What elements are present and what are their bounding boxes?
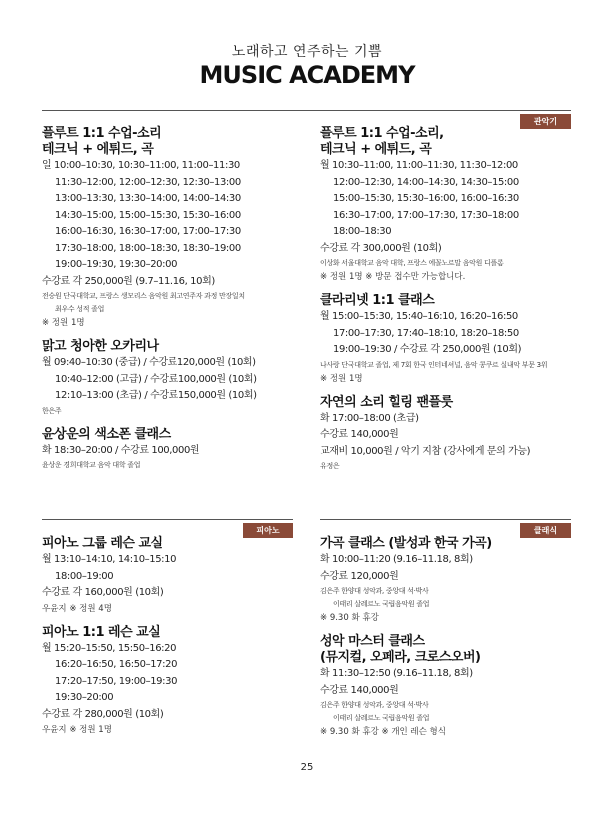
schedule-line: 교재비 10,000원 / 악기 지참 (강사에게 문의 가능): [320, 445, 531, 457]
class-block: [320, 126, 582, 284]
class-note: ※ 정원 1명 ※ 방문 접수만 가능합니다.: [320, 272, 466, 282]
schedule-line: 10:40–12:00 (고급) / 수강료100,000원 (10회): [55, 373, 257, 385]
class-block: [42, 625, 304, 738]
schedule-line: 수강료 120,000원: [320, 570, 399, 582]
class-title: (뮤지컬, 오페라, 크로스오버): [320, 650, 481, 665]
left-top-column: [42, 126, 304, 481]
schedule-line: 월 15:20–15:50, 15:50–16:20: [42, 642, 177, 654]
instructor-info: 김은주 한양대 성악과, 중앙대 석·박사: [320, 587, 429, 595]
instructor-info: 최우수 성적 졸업: [55, 305, 105, 313]
tag-piano: 피아노: [243, 523, 293, 538]
class-note: ※ 9.30 화 휴강: [320, 613, 379, 623]
class-block: [42, 427, 304, 473]
schedule-line: 일 10:00–10:30, 10:30–11:00, 11:00–11:30: [42, 160, 240, 171]
schedule-line: 수강료 각 300,000원 (10회): [320, 242, 442, 254]
class-title: 피아노 그룹 레슨 교실: [42, 536, 163, 551]
top-divider: [42, 110, 571, 111]
schedule-line: 19:30–20:00: [55, 692, 114, 703]
instructor-info: 이상화 서울대학교 음악 대학, 프랑스 에꼴노르말 음악원 디플롬: [320, 259, 504, 267]
schedule-line: 수강료 각 160,000원 (10회): [42, 587, 164, 598]
class-title: 피아노 1:1 레슨 교실: [42, 624, 161, 640]
schedule-line: 월 09:40–10:30 (중급) / 수강료120,000원 (10회): [42, 357, 256, 368]
class-block: [42, 536, 304, 616]
page-number: 25: [300, 762, 314, 773]
class-title: 맑고 청아한 오카리나: [42, 339, 159, 354]
schedule-line: 월 10:30–11:00, 11:00–11:30, 11:30–12:00: [320, 160, 518, 171]
schedule-line: 15:00–15:30, 15:30–16:00, 16:00–16:30: [333, 193, 519, 204]
schedule-line: 17:00–17:30, 17:40–18:10, 18:20–18:50: [333, 327, 519, 339]
schedule-line: 화 10:00–11:20 (9.16–11.18, 8회): [320, 554, 473, 565]
class-note: 우윤지 ※ 정원 4명: [42, 603, 112, 614]
schedule-line: 18:00–19:00: [55, 570, 114, 582]
instructor-info: 이태리 살레르노 국립음악원 졸업: [333, 714, 430, 722]
schedule-line: 월 13:10–14:10, 14:10–15:10: [42, 554, 177, 565]
left-bottom-column: [42, 536, 304, 746]
schedule-line: 17:20–17:50, 19:00–19:30: [55, 675, 178, 687]
instructor-info: 윤상운 경희대학교 음악 대학 졸업: [42, 461, 141, 469]
tag-vocal: 클래식: [520, 523, 571, 538]
class-block: [320, 536, 582, 625]
class-title: 플루트 1:1 수업-소리: [42, 126, 162, 141]
class-block: [320, 293, 582, 386]
schedule-line: 16:20–16:50, 16:50–17:20: [55, 659, 178, 670]
schedule-line: 수강료 140,000원: [320, 684, 399, 696]
class-block: [320, 395, 582, 474]
schedule-line: 12:00–12:30, 14:00–14:30, 14:30–15:00: [333, 176, 519, 188]
schedule-line: 화 11:30–12:50 (9.16–11.18, 8회): [320, 668, 473, 679]
instructor-info: 전승원 단국대학교, 프랑스 생모리스 음악원 최고연주자 과정 만장일치: [42, 292, 245, 300]
schedule-line: 월 15:00–15:30, 15:40–16:10, 16:20–16:50: [320, 311, 518, 322]
class-note: ※ 정원 1명: [42, 318, 85, 328]
schedule-line: 19:00–19:30 / 수강료 각 250,000원 (10회): [333, 344, 522, 355]
schedule-line: 16:30–17:00, 17:00–17:30, 17:30–18:00: [333, 209, 519, 221]
class-note: ※ 9.30 화 휴강 ※ 개인 레슨 형식: [320, 727, 446, 737]
class-block: [42, 126, 304, 330]
schedule-line: 수강료 각 280,000원 (10회): [42, 708, 164, 720]
tag-instrument: 관악기: [520, 114, 571, 129]
class-title: 자연의 소리 힐링 팬플룻: [320, 394, 453, 410]
instructor-info: 유정은: [320, 462, 340, 470]
instructor-info: 김은주 한양대 성악과, 중앙대 석·박사: [320, 701, 429, 709]
schedule-line: 수강료 각 250,000원 (9.7–11.16, 10회): [42, 275, 215, 287]
class-block: [320, 634, 582, 739]
schedule-line: 11:30–12:00, 12:00–12:30, 12:30–13:00: [55, 176, 241, 188]
schedule-line: 16:00–16:30, 16:30–17:00, 17:00–17:30: [55, 226, 241, 237]
class-title: 성악 마스터 클래스: [320, 634, 425, 649]
instructor-info: 나사랑 단국대학교 졸업, 제 7회 한국 인터네셔널, 음악 콩쿠르 실내악 부문 3위: [320, 360, 548, 369]
schedule-line: 17:30–18:00, 18:00–18:30, 18:30–19:00: [55, 242, 241, 254]
schedule-line: 14:30–15:00, 15:00–15:30, 15:30–16:00: [55, 209, 241, 221]
instructor-info: 이태리 살레르노 국립음악원 졸업: [333, 600, 430, 608]
piano-divider: [42, 519, 293, 520]
vocal-divider: [320, 519, 571, 520]
schedule-line: 12:10–13:00 (초급) / 수강료150,000원 (10회): [55, 390, 257, 401]
right-bottom-column: [320, 536, 582, 748]
right-top-column: [320, 126, 582, 482]
class-title: 클라리넷 1:1 클래스: [320, 293, 435, 308]
schedule-line: 18:00–18:30: [333, 226, 392, 237]
page-title: MUSIC ACADEMY: [199, 61, 415, 89]
class-title: 테크닉 + 에튀드, 곡: [42, 142, 154, 157]
schedule-line: 화 17:00–18:00 (초급): [320, 412, 419, 424]
class-note: 우윤지 ※ 정원 1명: [42, 725, 112, 735]
class-title: 테크닉 + 에튀드, 곡: [320, 142, 432, 157]
class-title: 가곡 클래스 (발성과 한국 가곡): [320, 536, 492, 551]
schedule-line: 수강료 140,000원: [320, 429, 399, 440]
schedule-line: 13:00–13:30, 13:30–14:00, 14:00–14:30: [55, 193, 241, 204]
class-title: 플루트 1:1 수업-소리,: [320, 126, 444, 141]
instructor-info: 한은주: [42, 406, 62, 415]
schedule-line: 19:00–19:30, 19:30–20:00: [55, 259, 178, 270]
schedule-line: 화 18:30–20:00 / 수강료 100,000원: [42, 444, 200, 456]
class-note: ※ 정원 1명: [320, 373, 363, 384]
page-subtitle: 노래하고 연주하는 기쁨: [231, 44, 383, 60]
class-block: [42, 339, 304, 418]
class-title: 윤상운의 색소폰 클래스: [42, 426, 171, 442]
